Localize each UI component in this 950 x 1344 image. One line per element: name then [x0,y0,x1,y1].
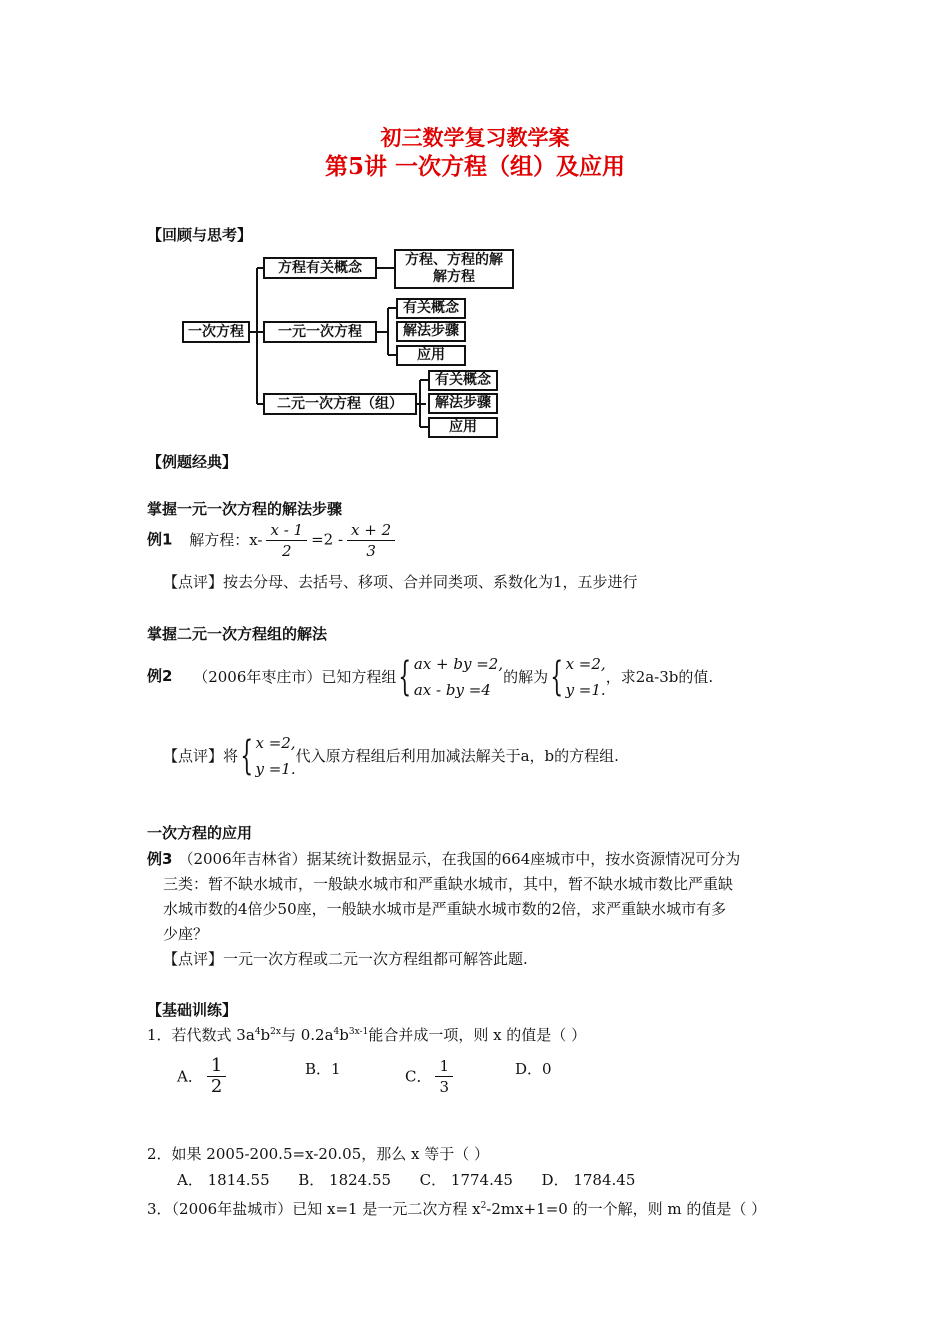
q1-post: 能合并成一项，则 x 的值是（ ） [368,1026,587,1044]
fraction-2 [347,520,395,561]
fraction-1 [266,520,307,561]
q3-post: -2mx+1=0 的一个解，则 m 的值是（ ） [486,1200,767,1218]
example-1-comment: 【点评】按去分母、去括号、移项、合并同类项、系数化为1，五步进行 [163,573,638,591]
diagram-leaf-system-steps: 解法步骤 [428,393,498,414]
question-2-options: A． 1814.55 B． 1824.55 C． 1774.45 D． 1784.45 [177,1171,636,1189]
example-3-label: 例3 [147,850,173,868]
fraction-1-denominator: 2 [282,542,292,560]
lesson-title: 第5讲 一次方程（组）及应用 [324,153,625,180]
q1-sup-1: 4 [254,1027,261,1037]
q1-option-c [405,1056,457,1097]
diagram-leaf-equation-solution: 方程、方程的解解方程 [394,249,514,289]
q1-option-a-den: 2 [210,1076,223,1097]
fraction-2-numerator: x + 2 [347,520,395,541]
diagram-branch-concepts: 方程有关概念 [263,257,377,279]
q1-option-a-fraction [207,1056,226,1097]
brace-2: { [550,654,564,700]
system-2 [566,651,606,703]
example-2-text: （2006年枣庄市）已知方程组 [193,668,397,686]
system-2-eq-1: x =2, [565,655,606,673]
diagram-leaf-linear-apply: 应用 [396,345,466,366]
q3-sup: 2 [480,1201,487,1211]
q1-sup-4: 3x-1 [348,1027,369,1037]
diagram-root: 一次方程 [182,321,250,343]
page-title: 初三数学复习教学案 [380,125,570,150]
system-2-eq-2: y =1. [565,681,606,699]
q1-var-2: b [339,1026,349,1044]
system-3-eq-2: y =1. [255,760,296,778]
q1-option-a-num: 1 [207,1056,226,1077]
example-3-line-2: 三类：暂不缺水城市，一般缺水城市和严重缺水城市，其中，暂不缺水城市数比严重缺 [163,875,734,893]
example-2-label: 例2 [147,667,173,685]
q1-var-1: b [260,1026,271,1044]
fraction-1-numerator: x - 1 [266,520,307,541]
diagram-leaf-system-apply: 应用 [428,417,498,438]
example-2 [147,651,713,703]
heading-application: 一次方程的应用 [147,824,253,842]
system-3 [255,730,295,782]
question-3 [147,1193,766,1222]
diagram-leaf-linear-concepts: 有关概念 [396,298,466,319]
section-review: 【回顾与思考】 [147,226,253,244]
q1-option-a-label: A． [177,1067,203,1086]
example-3-line-4: 少座？ [163,925,209,943]
q1-option-a [177,1056,230,1097]
brace-1: { [398,654,412,700]
example-2-tail: ，求2a-3b的值. [605,668,714,686]
example-1-mid: =2 - [311,530,344,549]
example-3-comment: 【点评】一元一次方程或二元一次方程组都可解答此题. [163,950,528,968]
diagram-leaf-linear-steps: 解法步骤 [396,321,466,342]
q1-option-d: D．0 [515,1060,552,1078]
section-examples: 【例题经典】 [147,453,238,471]
system-1-eq-1: ax + by =2, [413,655,504,673]
example-2-comment-post: 代入原方程组后利用加减法解关于a，b的方程组. [295,747,619,765]
system-1 [414,651,503,703]
diagram-branch-linear: 一元一次方程 [263,321,377,343]
q1-pre: 1．若代数式 3a [147,1026,255,1044]
example-3-line-3: 水城市数的4倍少50座，一般缺水城市是严重缺水城市数的2倍，求严重缺水城市有多 [163,900,727,918]
q1-sup-2: 2x [270,1027,281,1037]
system-1-eq-2: ax - by =4 [413,681,491,699]
example-1 [147,520,399,561]
example-3-line-1: （2006年吉林省）据某统计数据显示，在我国的664座城市中，按水资源情况可分为 [178,850,741,868]
example-1-text: 解方程：x- [189,530,263,549]
fraction-2-denominator: 3 [366,542,376,560]
example-2-mid: 的解为 [503,668,549,686]
q1-sup-3: 4 [333,1027,340,1037]
heading-linear-steps: 掌握一元一次方程的解法步骤 [147,500,343,518]
q3-pre: 3．（2006年盐城市）已知 x=1 是一元二次方程 x [147,1200,481,1218]
example-1-label: 例1 [147,530,173,549]
example-2-comment [163,730,619,782]
diagram-leaf-system-concepts: 有关概念 [428,370,498,391]
q1-option-c-num: 1 [435,1056,453,1077]
question-1 [147,1019,586,1048]
q1-option-c-fraction [435,1056,453,1097]
system-3-eq-1: x =2, [255,734,296,752]
q1-mid: 与 0.2a [280,1026,334,1044]
q1-option-c-label: C． [405,1067,432,1086]
question-2: 2．如果 2005-200.5=x-20.05，那么 x 等于（ ） [147,1145,490,1163]
section-basic: 【基础训练】 [147,1001,238,1019]
example-2-comment-pre: 【点评】将 [163,747,239,765]
example-3 [147,846,740,872]
heading-system: 掌握二元一次方程组的解法 [147,625,328,643]
brace-3: { [240,733,254,779]
q1-option-c-den: 3 [439,1078,450,1096]
q1-option-b: B．1 [305,1060,341,1078]
diagram-branch-system: 二元一次方程（组） [263,393,417,415]
